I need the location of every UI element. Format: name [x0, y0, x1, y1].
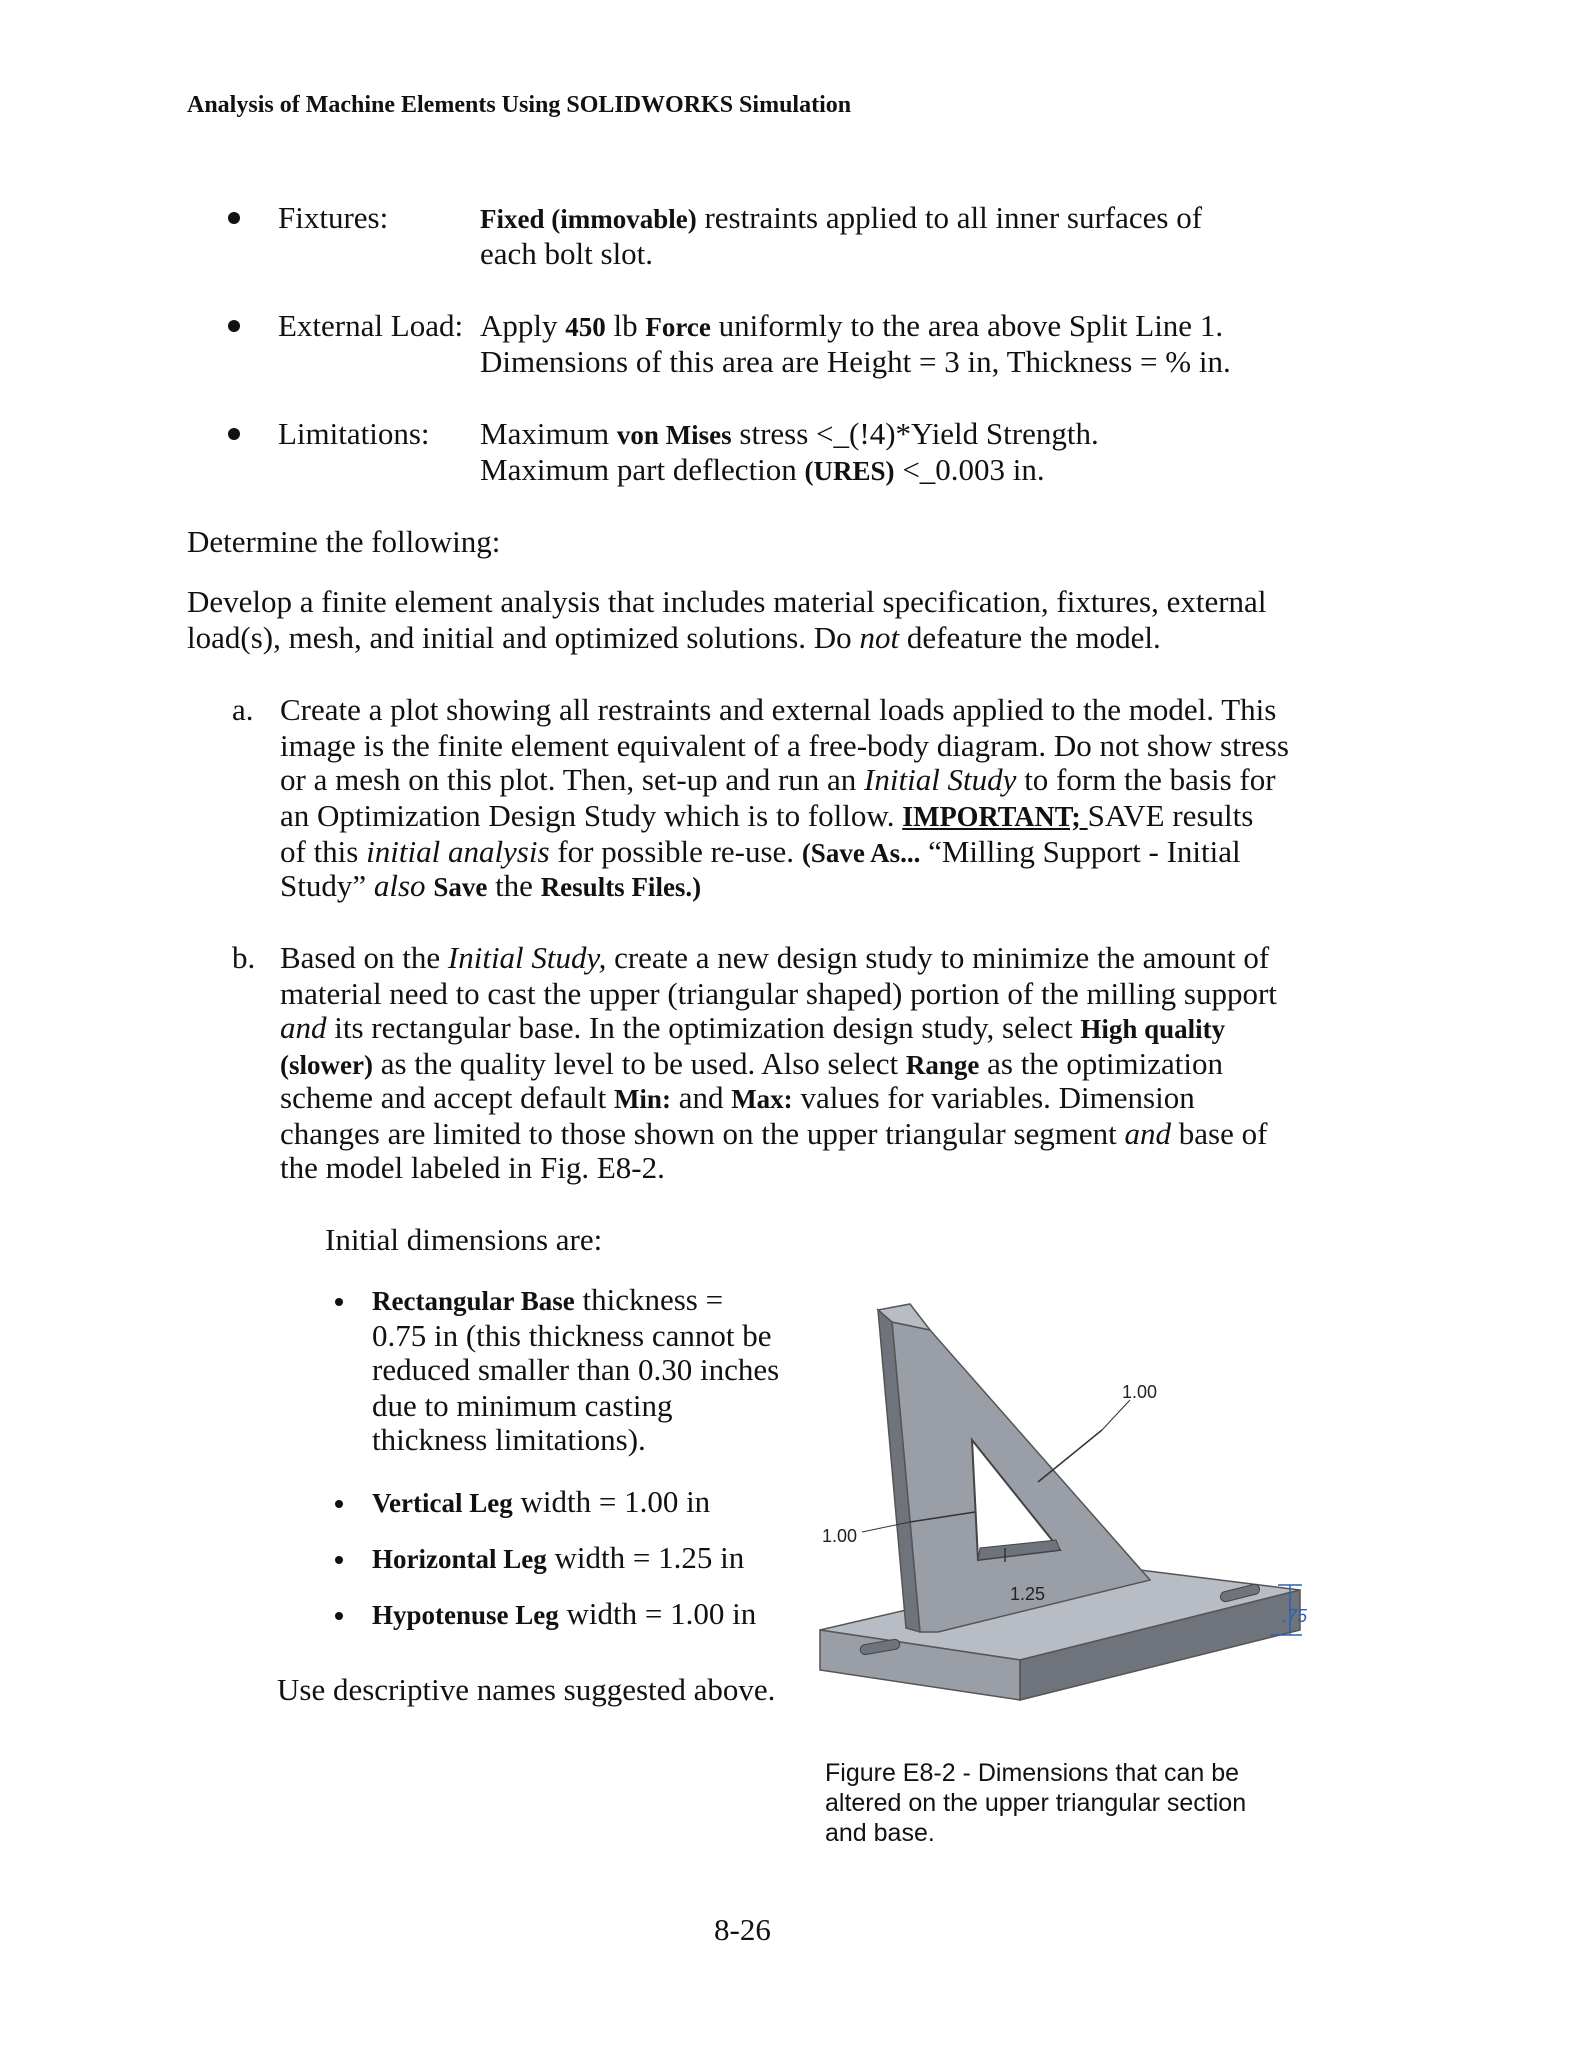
text: the [487, 868, 541, 903]
vertical-leg-item [372, 1484, 710, 1521]
text: SAVE results [1087, 798, 1254, 833]
bold-text: Range [905, 1050, 980, 1080]
text: load(s), mesh, and initial and optimized solutions. Do [187, 620, 860, 655]
rect-base-line1 [372, 1282, 723, 1319]
italic-text: also [373, 868, 426, 903]
dim-leader-hypotenuse [1102, 1400, 1130, 1430]
item-a-line1: Create a plot showing all restraints and external loads applied to the model. This [280, 692, 1277, 727]
figure-caption-line2: altered on the upper triangular section [825, 1789, 1247, 1817]
bold-text: High quality [1080, 1014, 1226, 1044]
initial-dims-heading: Initial dimensions are: [325, 1222, 603, 1257]
dim-label-horizontal: 1.25 [1010, 1584, 1046, 1604]
text: width = 1.00 in [512, 1484, 711, 1519]
bullet-dot [228, 212, 240, 224]
item-a-line2: image is the finite element equivalent of a free-body diagram. Do not show stress [280, 728, 1289, 763]
dim-label-base: .75 [1282, 1606, 1308, 1626]
milling-support-figure [800, 1290, 1320, 1750]
item-b-line1 [280, 940, 1269, 976]
italic-text: Initial Study [864, 762, 1017, 797]
italic-text: not [859, 620, 900, 655]
text: width = 1.25 in [546, 1540, 745, 1575]
text: <_0.003 in. [894, 452, 1045, 487]
page-number: 8-26 [714, 1912, 771, 1947]
spec-fixtures-line2: each bolt slot. [480, 236, 654, 271]
develop-line2 [187, 620, 1161, 656]
hypotenuse-leg-item [372, 1596, 756, 1633]
bold-text: (slower) [280, 1050, 373, 1080]
bold-text: Horizontal Leg [372, 1544, 547, 1574]
dim-label-hypotenuse: 1.00 [1122, 1382, 1158, 1402]
text: for possible re-use. [549, 834, 802, 869]
italic-text: and [1124, 1116, 1172, 1151]
item-b-line5 [280, 1080, 1195, 1117]
bold-text: Min: [613, 1084, 671, 1114]
bold-text: Force [645, 312, 711, 342]
use-names-note: Use descriptive names suggested above. [277, 1672, 776, 1707]
bullet-dot [335, 1298, 343, 1306]
text: Based on the [280, 940, 448, 975]
bullet-dot [228, 320, 240, 332]
text: of this [280, 834, 367, 869]
item-b-line7: the model labeled in Fig. E8-2. [280, 1150, 665, 1185]
item-b-line2: material need to cast the upper (triangular shaped) portion of the milling support [280, 976, 1277, 1011]
text: width = 1.00 in [558, 1596, 757, 1631]
text: Maximum [480, 416, 617, 451]
bullet-dot [228, 428, 240, 440]
bold-text: (Save As... [801, 838, 921, 868]
bold-text: Hypotenuse Leg [372, 1600, 559, 1630]
item-a-marker: a. [232, 692, 254, 727]
determine-heading: Determine the following: [187, 524, 501, 559]
item-a-line4 [280, 798, 1253, 836]
bullet-dot [335, 1556, 343, 1564]
spec-load-line2: Dimensions of this area are Height = 3 in, Thickness = % in. [480, 344, 1231, 379]
rect-base-line3: reduced smaller than 0.30 inches [372, 1352, 780, 1387]
spec-limit-line1 [480, 416, 1099, 453]
bullet-dot [335, 1500, 343, 1508]
bold-text: Save [433, 872, 488, 902]
text: scheme and accept default [280, 1080, 614, 1115]
item-a-line5 [280, 834, 1241, 871]
text: Apply [480, 308, 566, 343]
horizontal-leg-item [372, 1540, 744, 1577]
develop-line1: Develop a finite element analysis that includes material specification, fixtures, external [187, 584, 1267, 619]
bullet-dot [335, 1612, 343, 1620]
text: “Milling Support - Initial [920, 834, 1241, 869]
text: as the optimization [979, 1046, 1224, 1081]
spec-limit-line2 [480, 452, 1045, 489]
text: to form the basis for [1016, 762, 1276, 797]
text: Study” [280, 868, 374, 903]
text: restraints applied to all inner surfaces of [696, 200, 1203, 235]
text: an Optimization Design Study which is to follow. [280, 798, 903, 833]
italic-text: Initial Study, [447, 940, 607, 975]
text: changes are limited to those shown on the upper triangular segment [280, 1116, 1125, 1151]
rect-base-line4: due to minimum casting [372, 1388, 673, 1423]
italic-text: initial analysis [366, 834, 550, 869]
dim-label-vertical: 1.00 [822, 1526, 858, 1546]
bold-text: Results Files.) [540, 872, 702, 902]
important-label: IMPORTANT; [902, 802, 1088, 833]
bold-text: 450 [565, 312, 606, 342]
item-b-line3 [280, 1010, 1225, 1047]
text: values for variables. Dimension [792, 1080, 1195, 1115]
bold-text: (URES) [804, 456, 895, 486]
text: lb [605, 308, 646, 343]
spec-label-external-load: External Load: [278, 308, 464, 343]
figure-caption-line3: and base. [825, 1819, 935, 1847]
item-b-marker: b. [232, 940, 256, 975]
bold-text: von Mises [616, 420, 732, 450]
bold-text: Max: [731, 1084, 793, 1114]
text: its rectangular base. In the optimization design study, select [326, 1010, 1081, 1045]
italic-text: and [280, 1010, 327, 1045]
text: create a new design study to minimize the amount of [606, 940, 1270, 975]
text: or a mesh on this plot. Then, set-up and run an [280, 762, 865, 797]
bold-text: Fixed (immovable) [480, 204, 697, 234]
bold-text: Rectangular Base [372, 1286, 575, 1316]
text: as the quality level to be used. Also select [372, 1046, 906, 1081]
item-a-line3 [280, 762, 1276, 798]
text: base of [1171, 1116, 1268, 1151]
text: uniformly to the area above Split Line 1. [710, 308, 1224, 343]
dim-line-hypotenuse [1038, 1430, 1102, 1482]
spec-label-fixtures: Fixtures: [278, 200, 389, 235]
text: and [670, 1080, 732, 1115]
spec-fixtures-line1 [480, 200, 1202, 237]
running-header: Analysis of Machine Elements Using SOLIDWORKS Simulation [187, 92, 852, 118]
rect-base-line5: thickness limitations). [372, 1422, 646, 1457]
spec-load-line1 [480, 308, 1223, 345]
item-b-line4 [280, 1046, 1223, 1083]
text: defeature the model. [899, 620, 1161, 655]
text: stress <_(!4)*Yield Strength. [731, 416, 1099, 451]
figure-caption-line1: Figure E8-2 - Dimensions that can be [825, 1759, 1240, 1787]
text: Maximum part deflection [480, 452, 805, 487]
spec-label-limitations: Limitations: [278, 416, 430, 451]
text: thickness = [574, 1282, 724, 1317]
bold-text: Vertical Leg [372, 1488, 513, 1518]
item-a-line6 [280, 868, 701, 905]
item-b-line6 [280, 1116, 1267, 1152]
rect-base-line2: 0.75 in (this thickness cannot be [372, 1318, 772, 1353]
